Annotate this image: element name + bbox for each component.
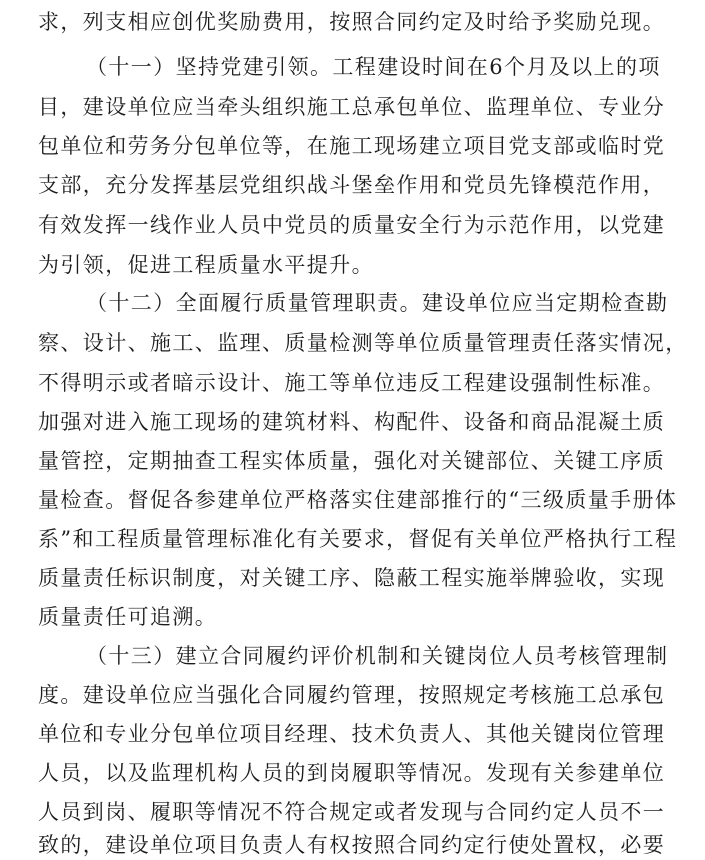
paragraph-line: 量检查。督促各参建单位严格落实住建部推行的“三级质量手册体 bbox=[38, 488, 678, 512]
paragraph-line: 人员，以及监理机构人员的到岗履职等情况。发现有关参建单位 bbox=[38, 761, 666, 785]
paragraph-line: 质量责任可追溯。 bbox=[38, 605, 218, 629]
section-heading-line: （十三）建立合同履约评价机制和关键岗位人员考核管理制 bbox=[86, 644, 669, 668]
paragraph-line: 质量责任标识制度，对关键工序、隐蔽工程实施举牌验收，实现 bbox=[38, 566, 666, 590]
paragraph-line: 包单位和劳务分包单位等，在施工现场建立项目党支部或临时党 bbox=[38, 134, 666, 158]
paragraph-line: 不得明示或者暗示设计、施工等单位违反工程建设强制性标准。 bbox=[38, 371, 666, 395]
section-heading-line: （十二）全面履行质量管理职责。建设单位应当定期检查勘 bbox=[86, 291, 669, 315]
paragraph-line: 系”和工程质量管理标准化有关要求，督促有关单位严格执行工程 bbox=[38, 527, 678, 551]
paragraph-line: 求，列支相应创优奖励费用，按照合同约定及时给予奖励兑现。 bbox=[38, 10, 666, 34]
section-heading-line: （十一）坚持党建引领。工程建设时间在6个月及以上的项 bbox=[86, 55, 661, 79]
paragraph-line: 人员到岗、履职等情况不符合规定或者发现与合同约定人员不一 bbox=[38, 800, 666, 824]
paragraph-line: 度。建设单位应当强化合同履约管理，按照规定考核施工总承包 bbox=[38, 683, 666, 707]
paragraph-line: 有效发挥一线作业人员中党员的质量安全行为示范作用，以党建 bbox=[38, 213, 666, 237]
paragraph-line: 为引领，促进工程质量水平提升。 bbox=[38, 253, 374, 277]
paragraph-line: 支部，充分发挥基层党组织战斗堡垒作用和党员先锋模范作用， bbox=[38, 173, 666, 197]
paragraph-line: 察、设计、施工、监理、质量检测等单位质量管理责任落实情况， bbox=[38, 331, 688, 355]
paragraph-line: 单位和专业分包单位项目经理、技术负责人、其他关键岗位管理 bbox=[38, 722, 666, 746]
paragraph-line: 目，建设单位应当牵头组织施工总承包单位、监理单位、专业分 bbox=[38, 95, 666, 119]
paragraph-line: 致的，建设单位项目负责人有权按照合同约定行使处置权，必要 bbox=[38, 833, 666, 857]
paragraph-line: 量管控，定期抽查工程实体质量，强化对关键部位、关键工序质 bbox=[38, 449, 666, 473]
paragraph-line: 加强对进入施工现场的建筑材料、构配件、设备和商品混凝土质 bbox=[38, 410, 666, 434]
